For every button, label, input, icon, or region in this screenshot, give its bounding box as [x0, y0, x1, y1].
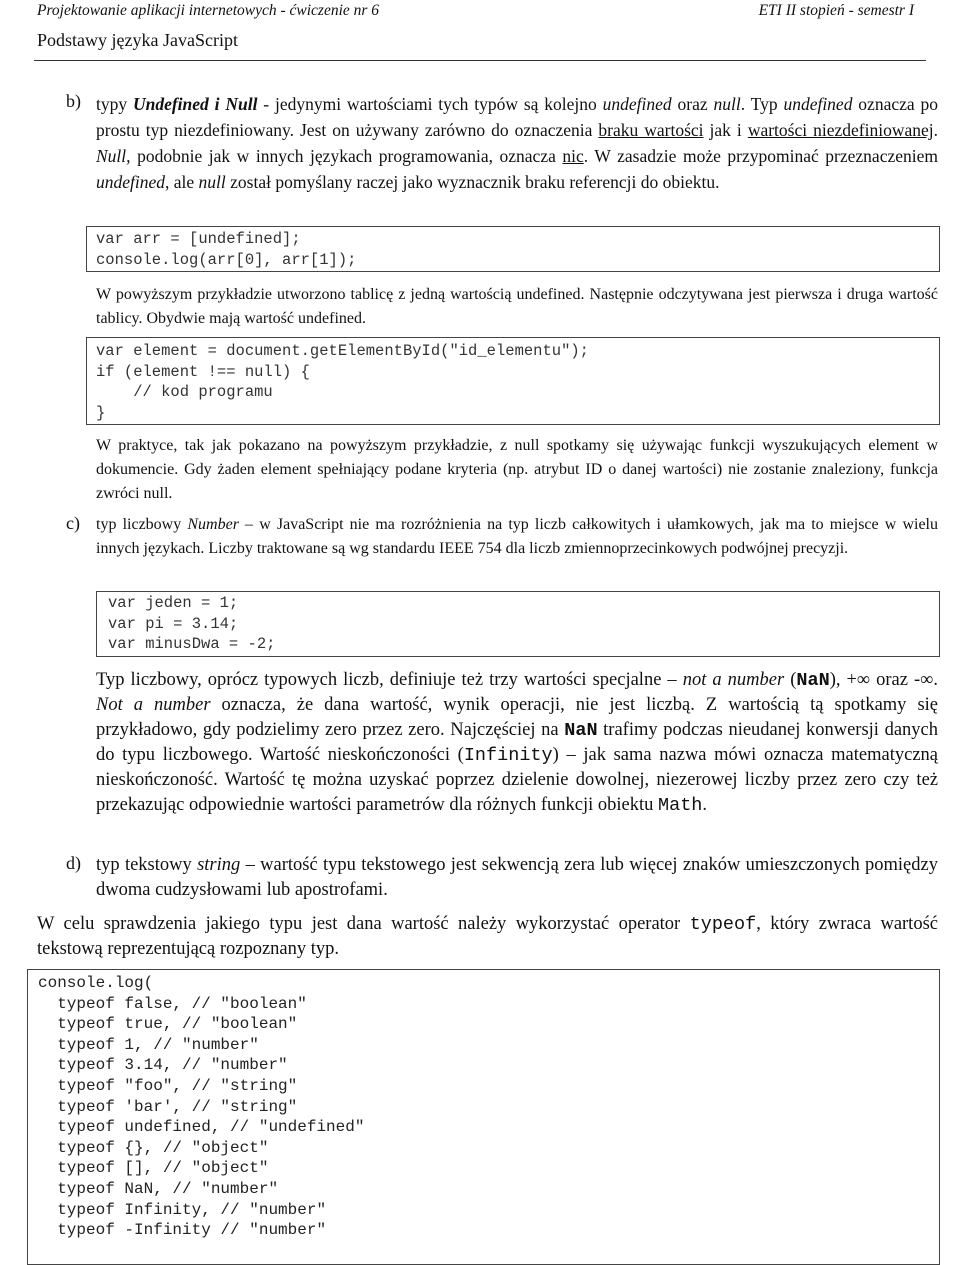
header-semester: ETI II stopień - semestr I [758, 2, 914, 19]
section-c-paragraph-2: Typ liczbowy, oprócz typowych liczb, definiuje też trzy wartości specjalne – not a number (NaN), +∞ oraz -∞. Not a number oznacza, że dana wartość, wynik operacji, nie jest liczbą. Z wartością tą spotkamy się przykładowo, gdy podzielimy zero przez zero. Najczęściej na NaN trafimy podczas nieudanej konwersji danych do typu liczbowego. Wartość nieskończoności (Infinity) – jak sama nazwa mówi oznacza matematyczną nieskończoność. Wartość tę można uzyskać poprzez dzielenie dowolnej, niezerowej liczby przez zero czy też przekazując odpowiednie wartości parametrów dla różnych funkcji obiektu Math. [96, 670, 938, 816]
code-block-number [96, 591, 940, 657]
typeof-intro-paragraph: W celu sprawdzenia jakiego typu jest dana wartość należy wykorzystać operator typeof, który zwraca wartość tekstową reprezentującą rozpoznany typ. [37, 914, 938, 959]
header-divider [34, 60, 926, 61]
code-text: var arr = [undefined]; console.log(arr[0], arr[1]); [96, 230, 357, 269]
code-block-typeof [27, 969, 940, 1265]
code-text: console.log( typeof false, // "boolean" typeof true, // "boolean" typeof 1, // "number" typeof 3.14, // "number" typeof "foo", // "string" typeof 'bar', // "string" typeof undefined, // "undefined" typeof {}, // "object" typeof [], // "object" typeof NaN, // "number" typeof Infinity, // "number" typeof -Infinity // "number" [38, 974, 365, 1240]
section-c-paragraph: typ liczbowy Number – w JavaScript nie ma rozróżnienia na typ liczb całkowitych i ułamkowych, jak ma to miejsce w wielu innych językach. Liczby traktowane są wg standardu IEEE 754 dla liczb zmiennoprzecinkowych podwójnej precyzji. [96, 516, 938, 557]
code-block-undefined [86, 226, 940, 272]
code-text: var element = document.getElementById("id_elementu"); if (element !== null) { // kod programu } [96, 342, 589, 422]
section-c-marker: c) [66, 513, 80, 533]
section-b-paragraph-3: W praktyce, tak jak pokazano na powyższym przykładzie, z null spotkamy się używając funkcji wyszukujących element w dokumencie. Gdy żaden element spełniający podane kryteria (np. atrybut ID o danej wartości) nie zostanie znaleziony, funkcja zwróci null. [96, 437, 938, 502]
section-d-marker: d) [66, 853, 81, 873]
code-text: var jeden = 1; var pi = 3.14; var minusDwa = -2; [108, 594, 276, 653]
section-b-marker: b) [66, 91, 81, 111]
section-d-paragraph: typ tekstowy string – wartość typu tekstowego jest sekwencją zera lub więcej znaków umieszczonych pomiędzy dwoma cudzysłowami lub apostrofami. [96, 855, 938, 900]
header-course: Projektowanie aplikacji internetowych - ćwiczenie nr 6 [37, 2, 380, 19]
code-block-null [86, 337, 940, 425]
section-b-paragraph-2: W powyższym przykładzie utworzono tablicę z jedną wartością undefined. Następnie odczytywana jest pierwsza i druga wartość tablicy. Obydwie mają wartość undefined. [96, 286, 938, 327]
page-title: Podstawy języka JavaScript [37, 30, 238, 50]
section-b-paragraph: typy Undefined i Null - jedynymi wartościami tych typów są kolejno undefined oraz null. Typ undefined oznacza po prostu typ niezdefiniowany. Jest on używany zarówno do oznaczenia braku wartości jak i wartości niezdefiniowanej. Null, podobnie jak w innych językach programowania, oznacza nic. W zasadzie może przypominać przeznaczeniem undefined, ale null został pomyślany raczej jako wyznacznik braku referencji do obiektu. [96, 94, 938, 192]
